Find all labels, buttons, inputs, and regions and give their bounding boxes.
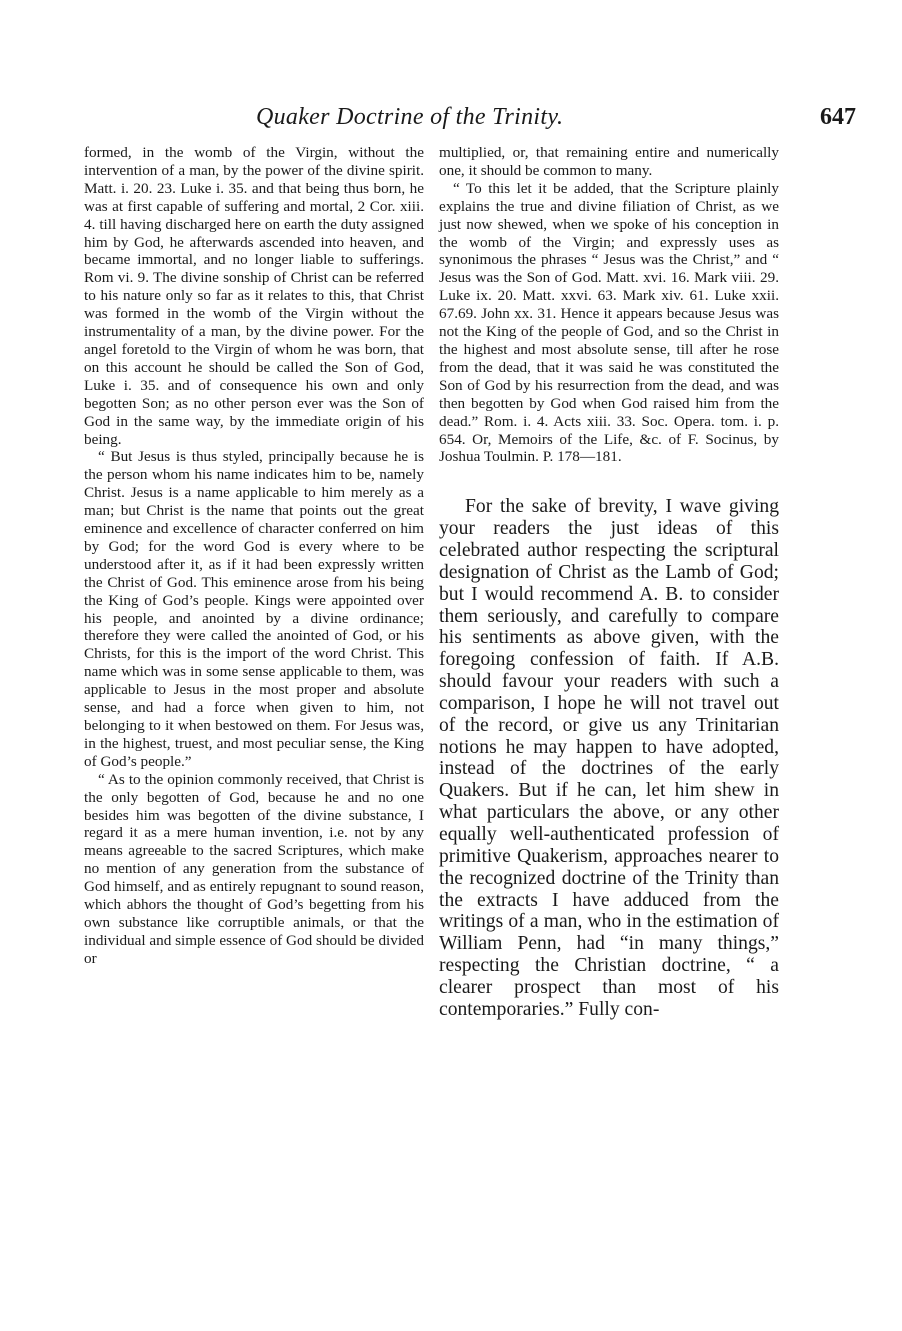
right-column bbox=[439, 144, 779, 1021]
right-paragraph-1: multiplied, or, that remaining entire and numerically one, it should be common to many. bbox=[439, 144, 779, 179]
right-paragraph-3: For the sake of brevity, I wave giving your readers the just ideas of this celebrated author respecting the scriptural designation of Christ as the Lamb of God; but I would recommend A. B. to consider them seriously, and carefully to compare his sentiments as above given, with the foregoing confession of faith. If A.B. should favour your readers with such a comparison, I hope he will not travel out of the record, or give us any Trinitarian notions he may happen to have adopted, instead of the doctrines of the early Quakers. But if he can, let him shew in what particulars the above, or any other equally well-authenticated profession of primitive Quakerism, approaches nearer to the recognized doctrine of the Trinity than the extracts I have adduced from the writings of a man, who in the estimation of William Penn, had “in many things,” respecting the Christian doctrine, “ a clearer prospect than most of his contemporaries.” Fully con- bbox=[439, 496, 779, 1020]
running-header bbox=[256, 104, 856, 138]
right-paragraph-2: “ To this let it be added, that the Scripture plainly explains the true and divine filiation of Christ, as we just now shewed, when we spoke of his conception in the womb of the Virgin; and expressly uses as synonimous the phrases “ Jesus was the Christ,” and “ Jesus was the Son of God. Matt. xvi. 16. Mark viii. 29. Luke ix. 20. Matt. xxvi. 63. Mark xiv. 61. Luke xxii. 67.69. John xx. 31. Hence it appears because Jesus was not the King of the people of God, and so the Christ in the highest and most absolute sense, till after he rose from the dead, that it was said he was constituted the Son of God by his resurrection from the dead, and was then begotten by God when God raised him from the dead.” Rom. i. 4. Acts xiii. 33. Soc. Opera. tom. i. p. 654. Or, Memoirs of the Life, &c. of F. Socinus, by Joshua Toulmin. P. 178—181. bbox=[439, 179, 779, 466]
page-number: 647 bbox=[820, 104, 856, 130]
left-column bbox=[84, 144, 424, 968]
left-paragraph-3: “ As to the opinion commonly received, that Christ is the only begotten of God, because he and no one besides him was begotten of the divine substance, I regard it as a mere human invention, i.e. not by any means agreeable to the sacred Scriptures, which make no mention of any generation from the substance of God himself, and as entirely repugnant to sound reason, which abhors the thought of God’s begetting from his own substance like corruptible animals, or that the individual and simple essence of God should be divided or bbox=[84, 770, 424, 967]
left-paragraph-2: “ But Jesus is thus styled, principally because he is the person whom his name indicates him to be, namely Christ. Jesus is a name applicable to him merely as a man; but Christ is the name that points out the great eminence and excellence of character conferred on him by God; for the word God is every where to be understood after it, as if it had been expressly written the Christ of God. This eminence arose from his being the King of God’s people. Kings were appointed over his people, and anointed by a divine ordinance; therefore they were called the anointed of God, or his Christs, for this is the import of the word Christ. This name which was in some sense applicable to them, was applicable to Jesus in the most proper and absolute sense, and had a force when given to him, not belonging to it when bestowed on them. For Jesus was, in the highest, truest, and most peculiar sense, the King of God’s people.” bbox=[84, 448, 424, 770]
left-paragraph-1: formed, in the womb of the Virgin, without the intervention of a man, by the power of the divine spirit. Matt. i. 20. 23. Luke i. 35. and that being thus born, he was at first capable of suffering and mortal, 2 Cor. xiii. 4. till having discharged here on earth the duty assigned him by God, he afterwards ascended into heaven, and became immortal, and no longer liable to sufferings. Rom vi. 9. The divine sonship of Christ can be referred to his nature only so far as it relates to this, that Christ was formed in the womb of the Virgin without the instrumentality of a man, by the divine power. For the angel foretold to the Virgin of whom he was born, that on this account he should be called the Son of God, Luke i. 35. and of consequence his own and only begotten Son; as no other person ever was the Son of God in the same way, by the immediate origin of his being. bbox=[84, 144, 424, 448]
running-title: Quaker Doctrine of the Trinity. bbox=[256, 104, 564, 130]
